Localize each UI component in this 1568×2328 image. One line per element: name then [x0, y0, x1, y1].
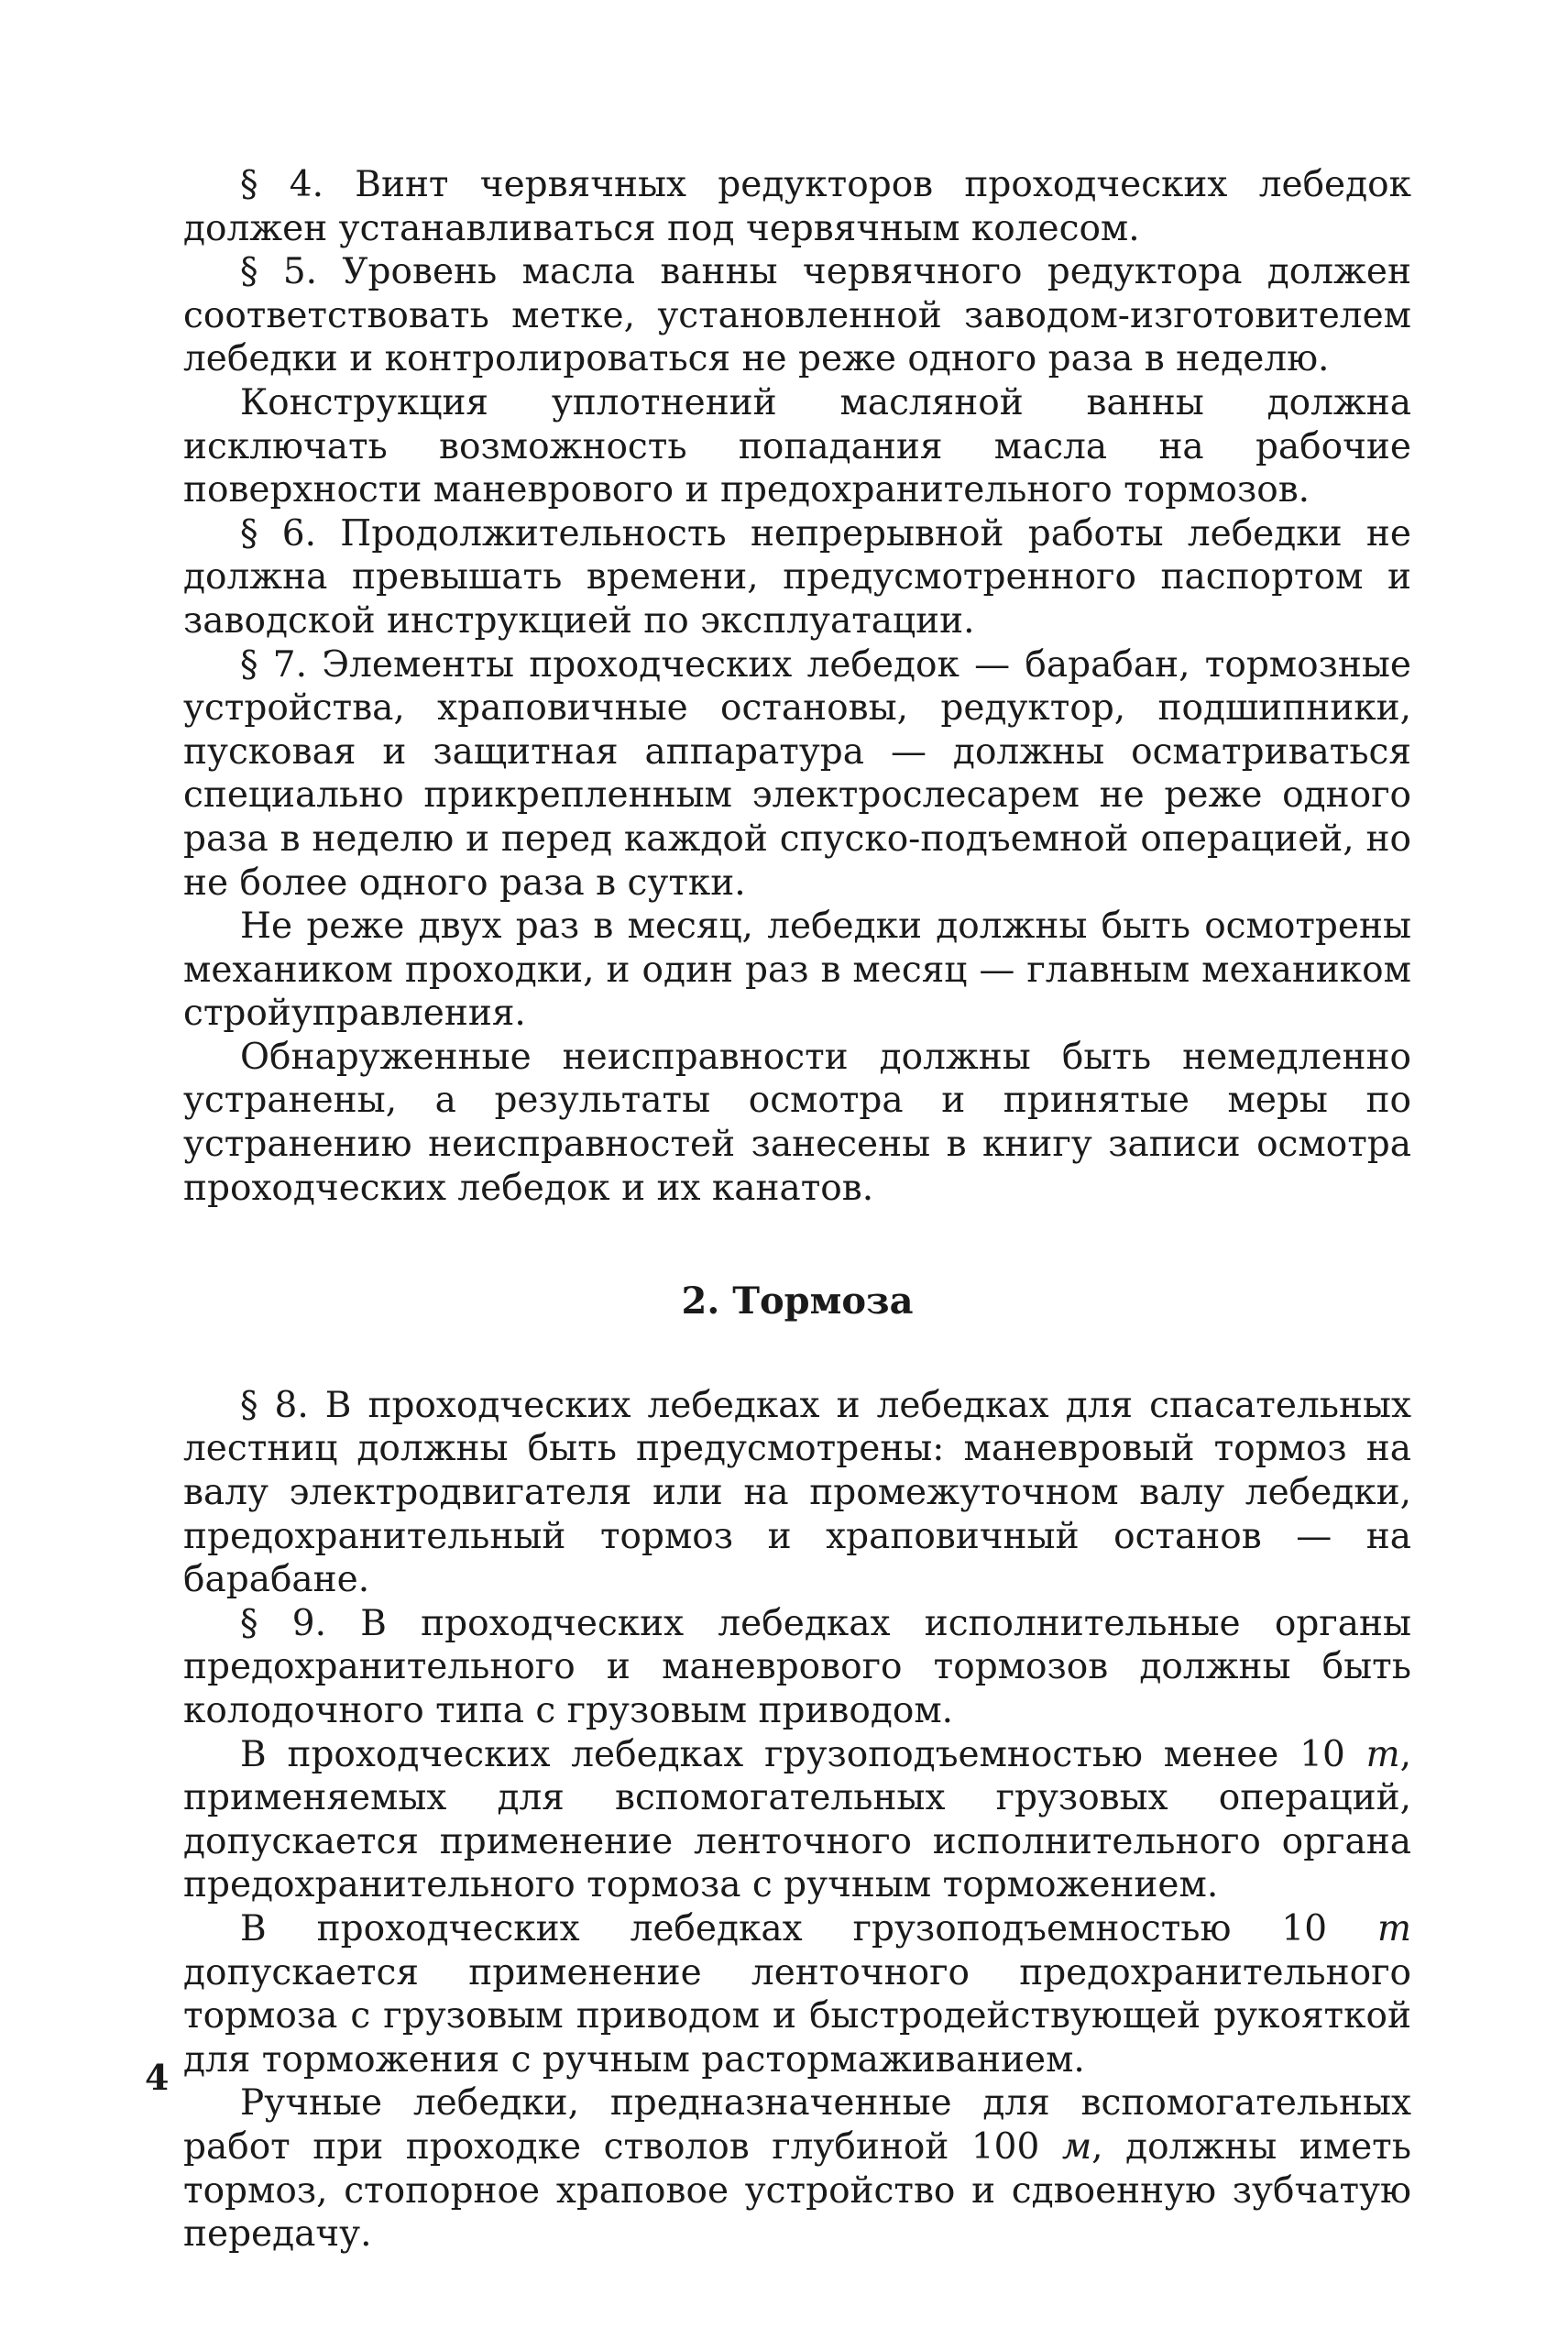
unit-t: т — [1377, 1907, 1411, 1949]
section-heading-brakes: 2. Тормоза — [681, 1279, 914, 1323]
paragraph-capacity-10t — [183, 1907, 1411, 2081]
paragraph-faults: Обнаруженные неисправности должны быть немедленно устранены, а результаты осмотра и принятые меры по устранению неисправностей занесены в книгу записи осмотра проходческих лебедок и их канатов. — [183, 1036, 1411, 1209]
unit-t: т — [1365, 1733, 1400, 1775]
body-text — [183, 163, 1411, 2257]
text-segment: , должны иметь тормоз, стопорное храповое устройство и сдвоенную зубчатую передачу. — [183, 2125, 1411, 2256]
paragraph-section-7: § 7. Элементы проходческих лебедок — барабан, тормозные устройства, храповичные остановы, редуктор, подшипники, пусковая и защитная аппаратура — должны осматриваться специально прикрепленным электрослесарем не реже одного раза в неделю и перед каждой спуско-подъемной операцией, но не более одного раза в сутки. — [183, 643, 1411, 904]
text-segment: В проходческих лебедках грузоподъемностью менее 10 — [240, 1733, 1345, 1775]
paragraph-seal-construction: Конструкция уплотнений масляной ванны должна исключать возможность попадания масла на рабочие поверхности маневрового и предохранительного тормозов. — [183, 381, 1411, 511]
paragraph-section-5: § 5. Уровень масла ванны червячного редуктора должен соответствовать метке, установленной заводом-изготовителем лебедки и контролироваться не реже одного раза в неделю. — [183, 251, 1411, 380]
paragraph-section-8: § 8. В проходческих лебедках и лебедках для спасательных лестниц должны быть предусмотрены: маневровый тормоз на валу электродвигателя или на промежуточном валу лебедки, предохранительный тормоз и храповичный останов — на барабане. — [183, 1384, 1411, 1601]
unit-m: м — [1061, 2125, 1092, 2168]
paragraph-section-9: § 9. В проходческих лебедках исполнительные органы предохранительного и маневрового тормозов должны быть колодочного типа с грузовым приводом. — [183, 1602, 1411, 1731]
text-segment: В проходческих лебедках грузоподъемностью 10 — [240, 1907, 1328, 1949]
paragraph-section-4: § 4. Винт червячных редукторов проходческих лебедок должен устанавливаться под червячным колесом. — [183, 164, 1411, 249]
text-segment: , применяемых для вспомогательных грузовых операций, допускается применение ленточного исполнительного органа предохранительного тормоза с ручным торможением. — [183, 1733, 1411, 1906]
text-segment: Ручные лебедки, предназначенные для вспомогательных работ при проходке стволов глубиной 100 — [183, 2082, 1411, 2168]
text-segment: допускается применение ленточного предохранительного тормоза с грузовым приводом и быстродействующей рукояткой для торможения с ручным растормаживанием. — [183, 1951, 1411, 2081]
paragraph-section-6: § 6. Продолжительность непрерывной работы лебедки не должна превышать времени, предусмотренного паспортом и заводской инструкцией по эксплуатации. — [183, 512, 1411, 642]
paragraph-manual-winches — [183, 2081, 1411, 2256]
paragraph-capacity-under-10t — [183, 1733, 1411, 1907]
paragraph-inspection-mechanic: Не реже двух раз в месяц, лебедки должны быть осмотрены механиком проходки, и один раз в месяц — главным механиком стройуправления. — [183, 906, 1411, 1035]
page-number: 4 — [145, 2057, 170, 2098]
